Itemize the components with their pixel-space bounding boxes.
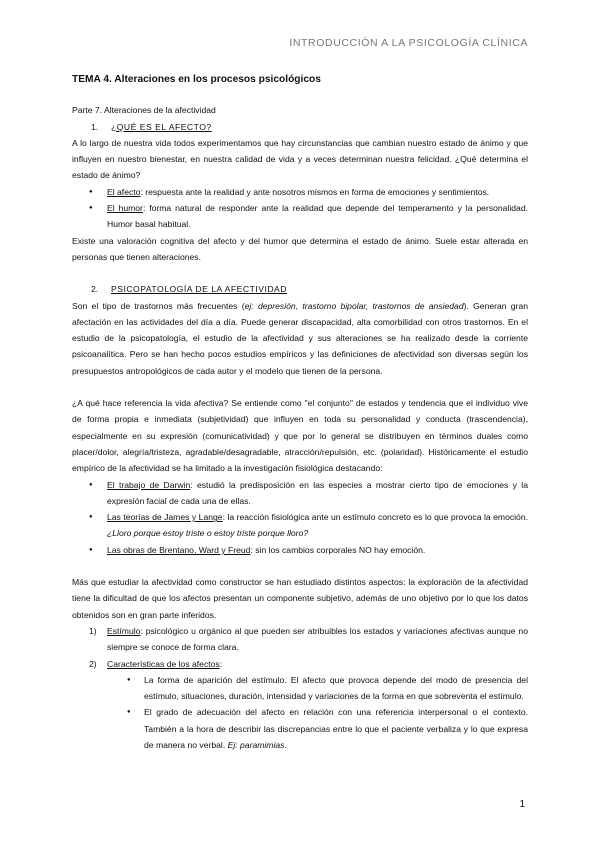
section-2-paragraph-1 (72, 298, 528, 379)
italic-example: Ej: paramimias (227, 739, 285, 750)
definition-text: : forma natural de responder ante la realidad que depende del temperamento y la personalidad. Humor basal habitual. (107, 203, 528, 230)
definition-text: : sin los cambios corporales NO hay emoción. (250, 544, 426, 555)
term-estimulo: Estímulo (107, 625, 141, 636)
term-afecto: El afecto (107, 186, 141, 197)
definition-text: : psicológico u orgánico al que pueden ser atribuibles los estados y variaciones afectivas aunque no siempre se conoce de forma clara. (107, 625, 528, 653)
text-span: . (284, 739, 287, 750)
section-2-title: PSICOPATOLOGÍA DE LA AFECTIVIDAD (111, 284, 287, 295)
part-heading: Parte 7. Alteraciones de la afectividad (72, 105, 216, 116)
definition-text: : estudió la predisposición en las especies a mostrar cierto tipo de emociones y la expresión facial de cada una de ellas. (107, 479, 528, 506)
list-item (72, 509, 528, 542)
page-body (72, 66, 528, 753)
item-number: 1) (89, 625, 97, 636)
list-item (72, 200, 528, 233)
term-humor: El humor (107, 203, 143, 214)
definition-text: : respuesta ante la realidad y ante nosotros mismos en forma de emociones y sentimientos. (140, 186, 490, 197)
section-2-number: 2. (91, 284, 99, 295)
section-2-heading (72, 281, 528, 297)
italic-examples: ej: depresión, trastorno bipolar, trastornos de ansiedad (244, 300, 464, 311)
section-1-list (72, 184, 528, 233)
term-caracteristicas: Características de los afectos (107, 658, 220, 669)
colon: : (219, 658, 223, 669)
authors-list (72, 477, 528, 558)
text-span: ). Generan gran afectación en las actividades del día a día. Puede generar discapacidad, alta comorbilidad con otros trastornos. En el estudio de la psicopatología, el estudio de la afectividad y sus alteraciones se ha realizado desde la corriente psicoanalítica. Pero se han hecho pocos estudios empíricos y las definiciones de afectividad son diversas según los presupuestos antropológicos de cada autor y el modelo que tienen de la persona. (72, 300, 529, 376)
list-item (72, 542, 528, 558)
section-1-number: 1. (91, 121, 99, 132)
term-brentano: Las obras de Brentano, Ward y Freud (107, 544, 251, 555)
section-1-outro: Existe una valoración cognitiva del afecto y del humor que determina el estado de ánimo. Suele estar alterada en personas que tienen alteraciones. (72, 235, 528, 262)
list-item (72, 184, 528, 200)
text-span: El grado de adecuación del afecto en relación con una referencia interpersonal o el contexto. También a la hora de describir las discrepancias entre lo que el paciente verbaliza y lo que expresa de manera no verbal. (144, 707, 528, 750)
list-item (72, 623, 528, 656)
running-header: INTRODUCCIÓN A LA PSICOLOGÍA CLÍNICA (289, 37, 528, 49)
list-item (72, 672, 528, 705)
term-james-lange: Las teorías de James y Lange (107, 512, 223, 523)
section-2-paragraph-2: ¿A qué hace referencia la vida afectiva? Se entiende como "el conjunto" de estados y tendencia que el individuo vive de forma propia e inmediata (subjetividad) que influyen en toda su personalidad y conducta (trascendencia), especialmente en su expresión (comunicatividad) y que por lo general se distribuyen en términos duales como placer/dolor, alegría/tristeza, agradable/desagradable, atracción/repulsión, etc. (polaridad). Históricamente el estudio empírico de la afectividad se ha limitado a la investigación fisiológica destacando: (72, 398, 528, 474)
characteristics-list (72, 672, 528, 753)
section-1-heading (72, 119, 528, 135)
text-span: La forma de aparición del estímulo. El afecto que provoca depende del modo de presencia del estímulo, situaciones, duración, intensidad y variaciones de la forma en que sobreventa el estímulo. (144, 674, 528, 702)
list-item (72, 477, 528, 510)
italic-question: ¿Lloro porque estoy triste o estoy triste porque lloro? (107, 528, 309, 539)
text-span: Son el tipo de trastornos más frecuentes ( (72, 300, 245, 311)
aspects-list (72, 623, 528, 672)
section-1-intro: A lo largo de nuestra vida todos experimentamos que hay circunstancias que cambian nuestro estado de ánimo y que influyen en nuestro bienestar, en nuestra calidad de vida y a veces determinan nuestra felicidad. ¿Qué determina el estado de ánimo? (72, 137, 528, 181)
document-title: TEMA 4. Alteraciones en los procesos psicológicos (72, 74, 321, 85)
page-number: 1 (519, 799, 525, 810)
list-item (72, 656, 528, 672)
list-item (72, 704, 528, 753)
section-2-paragraph-3: Más que estudiar la afectividad como constructor se han estudiado distintos aspectos: la exploración de la afectividad tiene la dificultad de que los afectos presentan un componente subjetivo, además de uno objetivo por lo que los datos obtenidos son en gran parte inferidos. (72, 577, 528, 620)
section-1-title: ¿QUÉ ES EL AFECTO? (111, 121, 212, 132)
definition-text: : la reacción fisiológica ante un estímulo concreto es lo que provoca la emoción. (222, 512, 529, 523)
item-number: 2) (89, 658, 97, 669)
term-darwin: El trabajo de Darwin (107, 479, 191, 490)
